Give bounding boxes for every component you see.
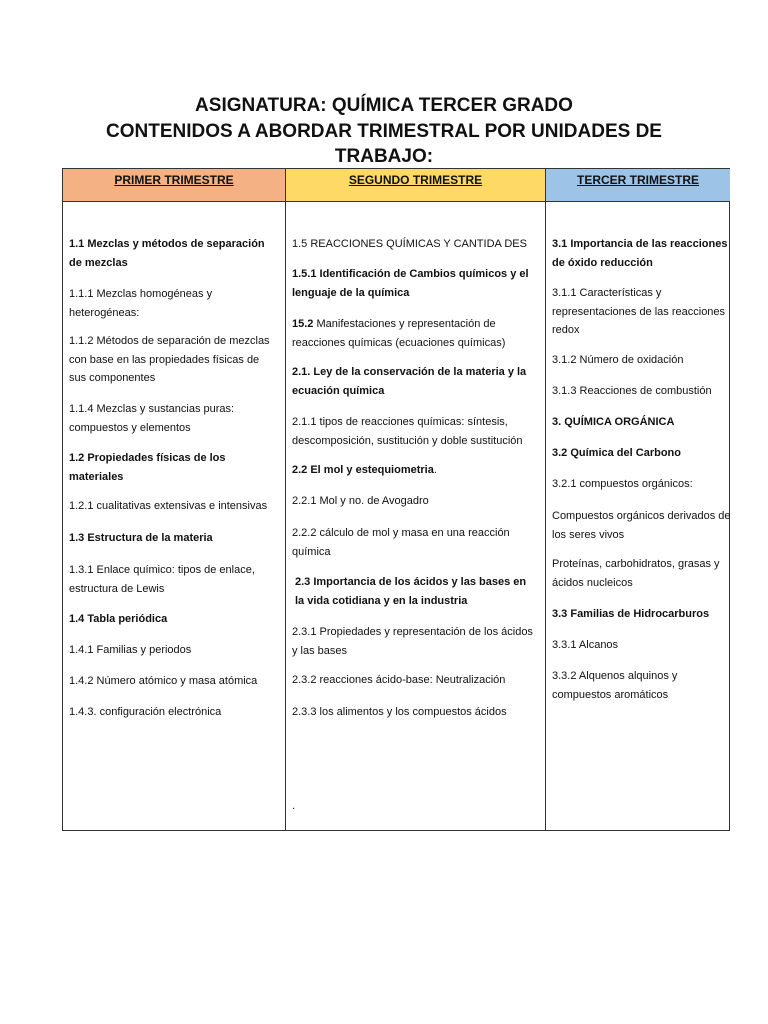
document-subtitle: CONTENIDOS A ABORDAR TRIMESTRAL POR UNIDADES DE (106, 121, 662, 142)
list-item: 1.1.2 Métodos de separación de mezclas con base en las propiedades físicas de sus componentes (69, 335, 270, 384)
list-item: Proteínas, carbohidratos, grasas y ácidos nucleicos (552, 558, 720, 589)
list-item: Compuestos orgánicos derivados de los seres vivos (552, 510, 731, 541)
header-primer-trimestre (63, 169, 285, 201)
list-item: 15.2 Manifestaciones y representación de reacciones químicas (ecuaciones químicas) (292, 318, 506, 349)
list-item: 1.4 Tabla periódica (69, 613, 168, 625)
list-item: 3. QUÍMICA ORGÁNICA (552, 416, 675, 428)
header-label: SEGUNDO TRIMESTRE (348, 173, 483, 187)
list-item: 1.1.4 Mezclas y sustancias puras: compuestos y elementos (69, 403, 235, 434)
list-item: 3.1.2 Número de oxidación (552, 354, 684, 366)
list-item: 1.3.1 Enlace químico: tipos de enlace, estructura de Lewis (69, 564, 255, 595)
list-item: 2.3.2 reacciones ácido-base: Neutralización (292, 674, 506, 686)
list-item: 2.2.1 Mol y no. de Avogadro (292, 495, 429, 507)
header-label: TERCER TRIMESTRE (576, 173, 699, 187)
list-item: 2.1. Ley de la conservación de la materia y la ecuación química (292, 366, 527, 397)
header-divider (63, 201, 729, 202)
list-item: 3.3.1 Alcanos (552, 639, 619, 651)
list-item: 1.2.1 cualitativas extensivas e intensivas (69, 500, 268, 512)
list-item: . (292, 800, 296, 812)
document-title: ASIGNATURA: QUÍMICA TERCER GRADO (195, 95, 573, 116)
list-item: 3.1.3 Reacciones de combustión (552, 385, 712, 397)
header-label: PRIMER TRIMESTRE (114, 173, 234, 187)
list-item: 2.2.2 cálculo de mol y masa en una reacción química (292, 527, 510, 558)
list-item: 1.1.1 Mezclas homogéneas y heterogéneas: (69, 288, 213, 319)
list-item: 1.3 Estructura de la materia (69, 532, 213, 544)
list-item: 2.1.1 tipos de reacciones químicas: síntesis, descomposición, sustitución y doble sustitución (292, 416, 523, 447)
list-item: 2.3.3 los alimentos y los compuestos ácidos (292, 706, 507, 718)
list-item: 1.4.1 Familias y periodos (69, 644, 192, 656)
list-item: 1.2 Propiedades físicas de los materiales (69, 452, 226, 483)
header-segundo-trimestre (286, 169, 545, 201)
list-item: 3.2.1 compuestos orgánicos: (552, 478, 693, 490)
list-item: 1.5 REACCIONES QUÍMICAS Y CANTIDA DES (292, 238, 527, 250)
list-item: 1.5.1 Identificación de Cambios químicos y el lenguaje de la química (292, 268, 529, 299)
list-item: 1.4.2 Número atómico y masa atómica (69, 675, 258, 687)
list-item: 1.4.3. configuración electrónica (69, 706, 222, 718)
content-table (62, 168, 730, 831)
list-item: 3.1.1 Características y representaciones de las reacciones redox (552, 287, 726, 336)
column-divider (285, 169, 286, 830)
list-item: 1.1 Mezclas y métodos de separación de mezclas (69, 238, 265, 269)
list-item: 2.3.1 Propiedades y representación de los ácidos y las bases (292, 626, 533, 657)
column-divider (545, 169, 546, 830)
list-item: 3.1 Importancia de las reacciones de óxido reducción (552, 238, 728, 269)
list-item: 3.2 Química del Carbono (552, 447, 681, 459)
list-item: 3.3 Familias de Hidrocarburos (552, 608, 710, 620)
list-item: 2.3 Importancia de los ácidos y las bases en la vida cotidiana y en la industria (295, 576, 527, 607)
list-item: 3.3.2 Alquenos alquinos y compuestos aromáticos (552, 670, 678, 701)
document-subtitle-continued: TRABAJO: (334, 146, 434, 167)
list-item: 2.2 El mol y estequiometria. (292, 464, 437, 476)
header-tercer-trimestre (546, 169, 730, 201)
